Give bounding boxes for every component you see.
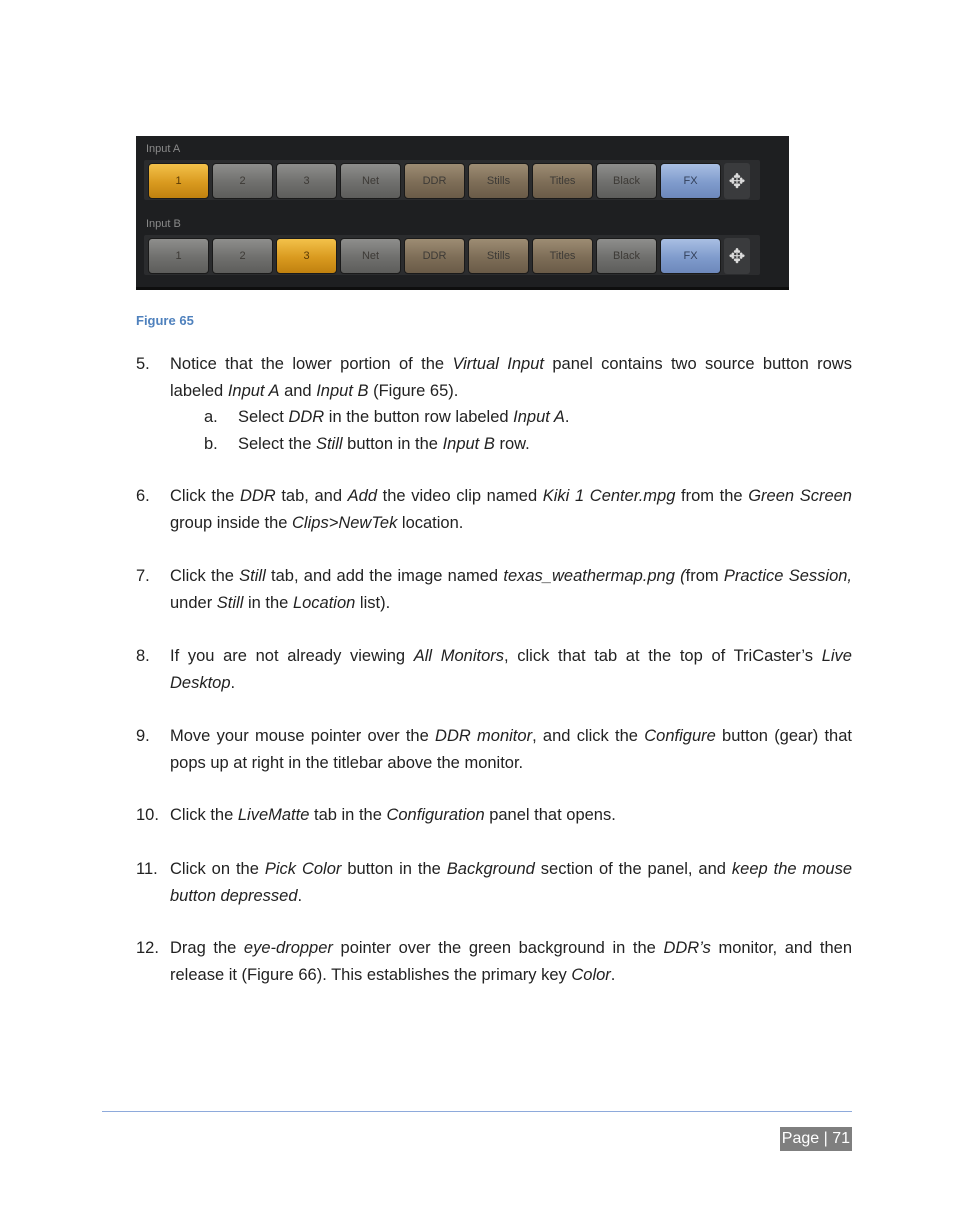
emphasized-term: Add bbox=[347, 487, 378, 505]
step-number: 5. bbox=[136, 355, 150, 373]
sub-step-text bbox=[238, 404, 569, 431]
emphasized-term: Input B bbox=[316, 381, 369, 400]
source-button-input-a-2[interactable]: 2 bbox=[212, 163, 273, 199]
source-button-input-a-ddr[interactable]: DDR bbox=[404, 163, 465, 199]
emphasized-term: Configuration bbox=[386, 806, 485, 824]
sub-step-item bbox=[204, 431, 530, 458]
text-run: If you are not already viewing bbox=[170, 647, 414, 665]
emphasized-term: Practice Session, bbox=[723, 567, 853, 585]
emphasized-term: eye-dropper bbox=[243, 939, 333, 957]
source-button-input-a-fx[interactable]: FX bbox=[660, 163, 721, 199]
text-run: group inside the bbox=[170, 513, 293, 532]
source-button-input-b-ddr[interactable]: DDR bbox=[404, 238, 465, 274]
emphasized-term: Location bbox=[292, 593, 356, 612]
step-item bbox=[136, 723, 852, 776]
emphasized-term: Input A bbox=[227, 381, 280, 400]
emphasized-term: Live Desktop bbox=[170, 647, 852, 692]
emphasized-term: Pick Color bbox=[264, 860, 342, 878]
step-text bbox=[170, 856, 852, 909]
source-button-input-b-1[interactable]: 1 bbox=[148, 238, 209, 274]
source-button-input-a-3[interactable]: 3 bbox=[276, 163, 337, 199]
emphasized-term: Virtual Input bbox=[452, 355, 544, 373]
sub-step-item bbox=[204, 404, 569, 431]
emphasized-term: Clips>NewTek bbox=[292, 513, 398, 532]
source-button-input-a-titles[interactable]: Titles bbox=[532, 163, 593, 199]
text-run: Click on the bbox=[170, 860, 265, 878]
text-run: . bbox=[230, 673, 236, 692]
text-run: tab in the bbox=[309, 806, 387, 824]
text-run: the video clip named bbox=[377, 487, 543, 505]
source-button-input-b-3[interactable]: 3 bbox=[276, 238, 337, 274]
source-button-input-b-black[interactable]: Black bbox=[596, 238, 657, 274]
emphasized-term: DDR monitor bbox=[435, 727, 533, 745]
text-run: Drag the bbox=[170, 939, 244, 957]
text-run: button in the bbox=[342, 434, 443, 453]
text-run: Notice that the lower portion of the bbox=[170, 355, 453, 373]
step-text bbox=[170, 563, 852, 616]
step-number: 8. bbox=[136, 647, 150, 665]
emphasized-term: Background bbox=[446, 860, 535, 878]
text-run: list). bbox=[355, 593, 391, 612]
text-run: monitor, and then release it (Figure 66). This establishes the primary key bbox=[170, 939, 853, 984]
source-button-input-b-2[interactable]: 2 bbox=[212, 238, 273, 274]
virtual-input-figure bbox=[136, 136, 789, 290]
text-run: . bbox=[610, 965, 616, 984]
text-run: in the button row labeled bbox=[324, 408, 514, 426]
text-run: Select bbox=[238, 408, 289, 426]
text-run: , click that tab at the top of TriCaster’s bbox=[504, 647, 822, 665]
move-arrows-icon[interactable]: ✥ bbox=[724, 163, 750, 199]
text-run: tab, and bbox=[275, 487, 348, 505]
text-run: location. bbox=[397, 513, 464, 532]
step-number: 11. bbox=[136, 860, 158, 878]
step-number: 10. bbox=[136, 806, 159, 824]
emphasized-term: keep the mouse button depressed bbox=[170, 860, 853, 905]
step-item bbox=[136, 802, 852, 829]
page-number-badge: Page | 71 bbox=[780, 1127, 852, 1151]
step-item bbox=[136, 935, 852, 988]
row-label-input-b: Input B bbox=[146, 218, 181, 230]
emphasized-term: Color bbox=[571, 965, 611, 984]
step-text bbox=[170, 351, 852, 404]
emphasized-term: Still bbox=[315, 434, 343, 453]
move-arrows-icon[interactable]: ✥ bbox=[724, 238, 750, 274]
sub-step-text bbox=[238, 431, 530, 458]
text-run: panel contains two source button rows labeled bbox=[170, 355, 852, 400]
step-text bbox=[170, 483, 852, 536]
text-run: Click the bbox=[170, 567, 240, 585]
text-run: and bbox=[279, 381, 317, 400]
step-text bbox=[170, 723, 852, 776]
step-text bbox=[170, 935, 852, 988]
emphasized-term: All Monitors bbox=[413, 647, 504, 665]
text-run: . bbox=[564, 408, 570, 426]
step-number: 6. bbox=[136, 487, 150, 505]
text-run: tab, and add the image named bbox=[265, 567, 504, 585]
emphasized-term: Configure bbox=[644, 727, 716, 745]
step-item bbox=[136, 643, 852, 696]
text-run: . bbox=[297, 886, 303, 905]
source-row-input-b bbox=[144, 235, 760, 275]
source-button-input-a-black[interactable]: Black bbox=[596, 163, 657, 199]
emphasized-term: Input B bbox=[442, 434, 495, 453]
source-button-input-b-titles[interactable]: Titles bbox=[532, 238, 593, 274]
emphasized-term: Green Screen bbox=[748, 487, 852, 505]
emphasized-term: Still bbox=[216, 593, 244, 612]
text-run: section of the panel, and bbox=[534, 860, 732, 878]
emphasized-term: Still bbox=[239, 567, 266, 585]
step-item bbox=[136, 351, 852, 404]
text-run: Select the bbox=[238, 434, 316, 453]
text-run: button (gear) that pops up at right in the titlebar above the monitor. bbox=[170, 727, 852, 772]
figure-caption: Figure 65 bbox=[136, 313, 194, 328]
text-run: in the bbox=[243, 593, 293, 612]
text-run: panel that opens. bbox=[484, 806, 616, 824]
step-item bbox=[136, 483, 852, 536]
step-text bbox=[170, 643, 852, 696]
source-row-input-a bbox=[144, 160, 760, 200]
text-run: pointer over the green background in the bbox=[332, 939, 664, 957]
text-run: row. bbox=[494, 434, 530, 453]
emphasized-term: Kiki 1 Center.mpg bbox=[542, 487, 676, 505]
emphasized-term: LiveMatte bbox=[237, 806, 310, 824]
source-button-input-a-stills[interactable]: Stills bbox=[468, 163, 529, 199]
text-run: button in the bbox=[341, 860, 447, 878]
step-text bbox=[170, 802, 852, 829]
text-run: (Figure 65). bbox=[368, 381, 459, 400]
text-run: Move your mouse pointer over the bbox=[170, 727, 436, 745]
emphasized-term: DDR’s bbox=[663, 939, 711, 957]
text-run: from bbox=[685, 567, 724, 585]
text-run: under bbox=[170, 593, 217, 612]
sub-step-letter: a. bbox=[204, 408, 218, 426]
step-number: 9. bbox=[136, 727, 150, 745]
footer-divider bbox=[102, 1111, 852, 1112]
emphasized-term: DDR bbox=[239, 487, 276, 505]
source-button-input-a-1[interactable]: 1 bbox=[148, 163, 209, 199]
row-label-input-a: Input A bbox=[146, 143, 181, 155]
source-button-input-a-net[interactable]: Net bbox=[340, 163, 401, 199]
sub-step-letter: b. bbox=[204, 434, 218, 453]
emphasized-term: texas_weathermap.png ( bbox=[503, 567, 686, 585]
emphasized-term: Input A bbox=[513, 408, 565, 426]
step-item bbox=[136, 856, 852, 909]
text-run: , and click the bbox=[532, 727, 645, 745]
source-button-input-b-net[interactable]: Net bbox=[340, 238, 401, 274]
source-button-input-b-fx[interactable]: FX bbox=[660, 238, 721, 274]
text-run: from the bbox=[675, 487, 749, 505]
step-number: 7. bbox=[136, 567, 150, 585]
source-button-input-b-stills[interactable]: Stills bbox=[468, 238, 529, 274]
text-run: Click the bbox=[170, 487, 240, 505]
text-run: Click the bbox=[170, 806, 238, 824]
step-number: 12. bbox=[136, 939, 159, 957]
emphasized-term: DDR bbox=[288, 408, 325, 426]
step-item bbox=[136, 563, 852, 616]
